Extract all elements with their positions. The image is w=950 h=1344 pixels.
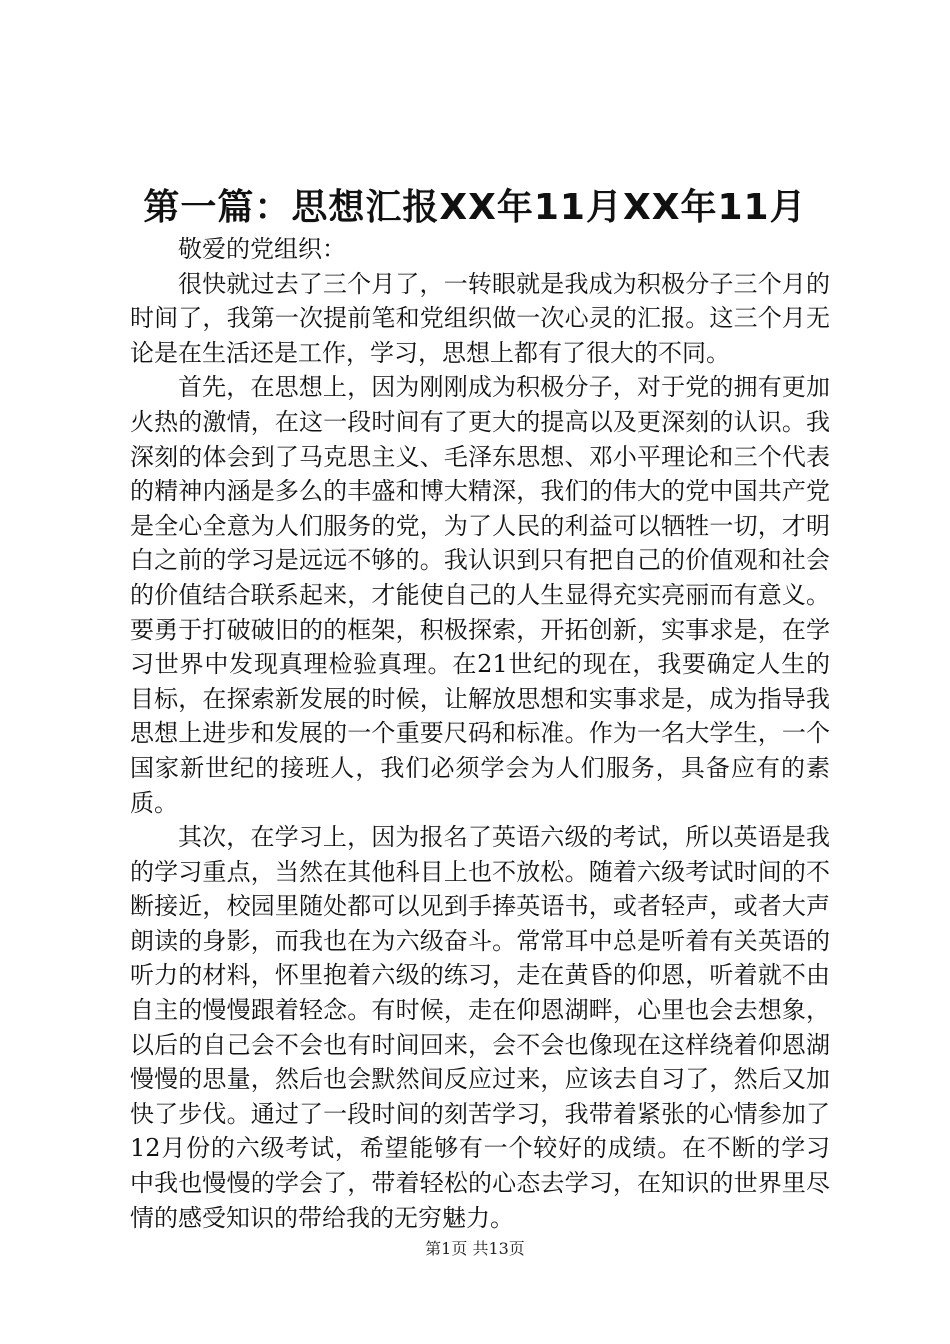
paragraph: 很快就过去了三个月了，一转眼就是我成为积极分子三个月的时间了，我第一次提前笔和党组织做一次心灵的汇报。这三个月无论是在生活还是工作，学习，思想上都有了很大的不同。 [130, 269, 830, 367]
salutation: 敬爱的党组织： [178, 235, 346, 263]
paragraph: 其次，在学习上，因为报名了英语六级的考试，所以英语是我的学习重点，当然在其他科目上也不放松。随着六级考试时间的不断接近，校园里随处都可以见到手捧英语书，或者轻声，或者大声朗读的身影，而我也在为六级奋斗。常常耳中总是听着有关英语的听力的材料，怀里抱着六级的练习，走在黄昏的仰恩，听着就不由自主的慢慢跟着轻念。有时候，走在仰恩湖畔，心里也会去想象，以后的自己会不会也有时间回来，会不会也像现在这样绕着仰恩湖慢慢的思量，然后也会默然间反应过来，应该去自习了，然后又加快了步伐。通过了一段时间的刻苦学习，我带着紧张的心情参加了12月份的六级考试，希望能够有一个较好的成绩。在不断的学习中我也慢慢的学会了，带着轻松的心态去学习，在知识的世界里尽情的感受知识的带给我的无穷魅力。 [130, 823, 830, 1232]
paragraph: 首先，在思想上，因为刚刚成为积极分子，对于党的拥有更加火热的激情，在这一段时间有了更大的提高以及更深刻的认识。我深刻的体会到了马克思主义、毛泽东思想、邓小平理论和三个代表的精神内涵是多么的丰盛和博大精深，我们的伟大的党中国共产党是全心全意为人们服务的党，为了人民的利益可以牺牲一切，才明白之前的学习是远远不够的。我认识到只有把自己的价值观和社会的价值结合联系起来，才能使自己的人生显得充实亮丽而有意义。要勇于打破破旧的的框架，积极探索，开拓创新，实事求是，在学习世界中发现真理检验真理。在21世纪的现在，我要确定人生的目标，在探索新发展的时候，让解放思想和实事求是，成为指导我思想上进步和发展的一个重要尺码和标准。作为一名大学生，一个国家新世纪的接班人，我们必须学会为人们服务，具备应有的素质。 [130, 373, 830, 817]
document-title: 第一篇：思想汇报XX年11月XX年11月 [143, 187, 807, 228]
page-number-footer: 第1页 共13页 [425, 1239, 525, 1258]
document-body [130, 232, 830, 1235]
